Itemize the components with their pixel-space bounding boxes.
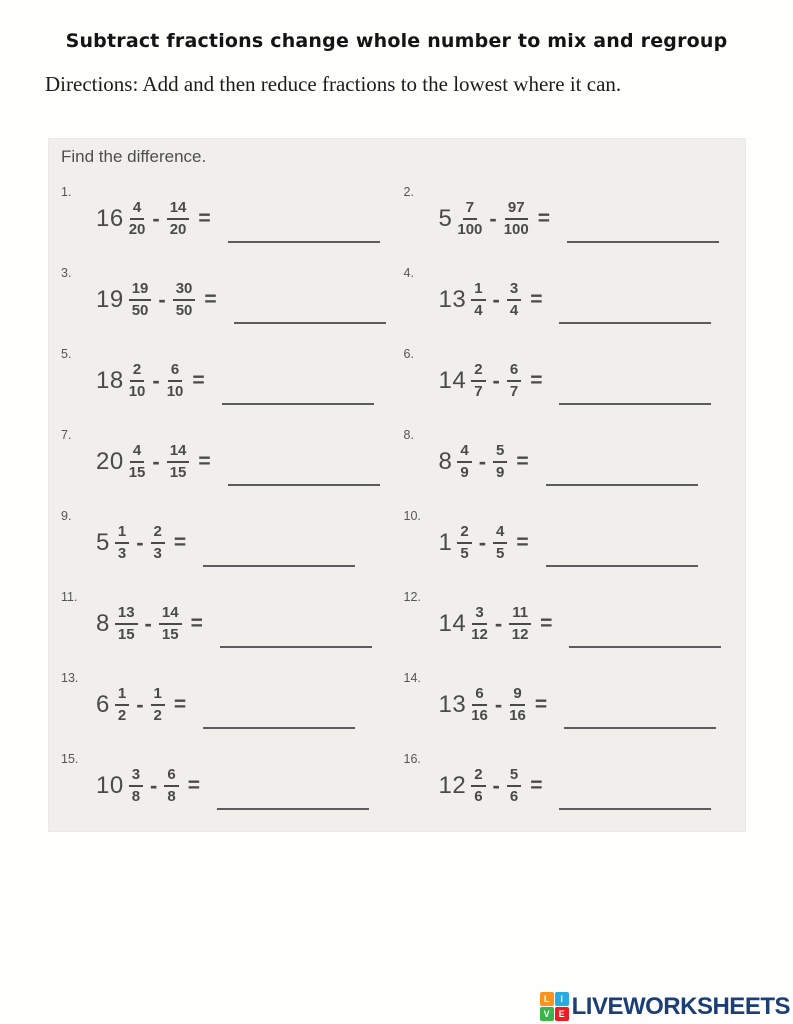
fraction-numerator: 1 (151, 685, 165, 705)
whole-number: 1 (438, 528, 453, 556)
fraction-subtrahend (164, 766, 178, 805)
problem-number: 5. (61, 347, 72, 361)
equals-sign: = (537, 206, 551, 230)
fraction-numerator: 4 (493, 523, 507, 543)
fraction-denominator: 6 (474, 787, 483, 805)
fraction-denominator: 10 (166, 382, 184, 400)
whole-number: 20 (96, 447, 124, 475)
fraction-numerator: 7 (463, 199, 477, 219)
equals-sign: = (204, 287, 217, 311)
fraction-numerator: 2 (471, 361, 485, 381)
liveworksheets-logo (540, 992, 790, 1021)
problem-number: 10. (403, 509, 421, 523)
fraction-denominator: 100 (503, 220, 529, 238)
fraction-minuend (129, 361, 146, 400)
whole-number: 12 (438, 771, 467, 799)
fraction-subtrahend (507, 361, 521, 400)
fraction-numerator: 97 (505, 199, 528, 219)
fraction-numerator: 9 (510, 685, 524, 705)
logo-square: V (540, 1007, 554, 1021)
problem-item (404, 499, 747, 580)
answer-line[interactable] (203, 565, 355, 567)
minus-sign: - (152, 367, 160, 393)
problem-number: 9. (61, 509, 72, 523)
whole-number: 8 (438, 447, 453, 475)
fraction-subtrahend (167, 361, 184, 400)
fraction-minuend (457, 442, 471, 481)
problem-item (61, 499, 404, 580)
fraction-denominator: 3 (117, 544, 127, 562)
fraction-subtrahend (151, 685, 165, 724)
problem-item (61, 661, 404, 742)
equals-sign: = (198, 206, 211, 230)
fraction-numerator: 2 (471, 766, 485, 786)
fraction-minuend (115, 523, 129, 562)
problem-item (61, 337, 404, 418)
fraction-subtrahend (509, 604, 531, 643)
fraction-denominator: 4 (509, 301, 519, 319)
fraction-denominator: 8 (167, 787, 176, 805)
worksheet-panel (48, 138, 746, 832)
fraction-numerator: 4 (457, 442, 471, 462)
equals-sign: = (530, 773, 543, 797)
minus-sign: - (144, 610, 152, 636)
fraction-minuend (457, 199, 482, 238)
fraction-numerator: 14 (167, 442, 190, 462)
fraction-numerator: 14 (159, 604, 182, 624)
fraction-numerator: 11 (509, 604, 531, 624)
fraction-numerator: 19 (129, 280, 152, 300)
fraction-numerator: 4 (130, 442, 144, 462)
minus-sign: - (492, 286, 500, 312)
fraction-denominator: 6 (509, 787, 519, 805)
fraction-denominator: 8 (131, 787, 141, 805)
answer-line[interactable] (220, 646, 372, 648)
problem-number: 1. (61, 185, 72, 199)
answer-line[interactable] (546, 565, 698, 567)
fraction-numerator: 1 (115, 685, 129, 705)
problem-number: 13. (61, 671, 79, 685)
fraction-denominator: 20 (128, 220, 146, 238)
fraction-denominator: 16 (509, 706, 526, 724)
answer-line[interactable] (228, 241, 380, 243)
problem-number: 3. (61, 266, 72, 280)
problem-item (61, 175, 404, 256)
minus-sign: - (136, 529, 144, 555)
problem-number: 14. (403, 671, 421, 685)
minus-sign: - (152, 205, 160, 231)
fraction-denominator: 5 (496, 544, 505, 562)
fraction-numerator: 6 (168, 361, 182, 381)
equals-sign: = (516, 449, 529, 473)
problem-item (404, 418, 747, 499)
answer-line[interactable] (559, 403, 711, 405)
answer-line[interactable] (564, 727, 716, 729)
fraction-denominator: 20 (169, 220, 187, 238)
whole-number: 10 (96, 771, 124, 799)
whole-number: 19 (96, 285, 124, 313)
fraction-minuend (129, 442, 146, 481)
fraction-minuend (115, 604, 138, 643)
fraction-numerator: 2 (130, 361, 144, 381)
fraction-numerator: 14 (167, 199, 190, 219)
equals-sign: = (173, 692, 187, 716)
equals-sign: = (516, 530, 529, 554)
fraction-numerator: 2 (151, 523, 165, 543)
minus-sign: - (478, 529, 487, 555)
fraction-numerator: 5 (507, 766, 521, 786)
problem-item (404, 256, 747, 337)
problem-item (404, 175, 747, 256)
minus-sign: - (494, 610, 503, 636)
fraction-denominator: 2 (117, 706, 127, 724)
fraction-numerator: 4 (130, 199, 144, 219)
equals-sign: = (173, 530, 187, 554)
equals-sign: = (530, 368, 543, 392)
logo-text: LIVEWORKSHEETS (571, 992, 790, 1020)
fraction-denominator: 50 (131, 301, 149, 319)
fraction-minuend (471, 361, 485, 400)
minus-sign: - (158, 286, 166, 312)
fraction-subtrahend (507, 766, 521, 805)
problem-number: 15. (61, 752, 79, 766)
fraction-denominator: 7 (474, 382, 483, 400)
problem-number: 7. (61, 428, 72, 442)
fraction-minuend (129, 766, 143, 805)
problem-number: 2. (403, 185, 414, 199)
whole-number: 14 (438, 609, 467, 637)
answer-line[interactable] (559, 808, 711, 810)
fraction-numerator: 30 (173, 280, 196, 300)
equals-sign: = (198, 449, 211, 473)
problem-item (61, 256, 404, 337)
minus-sign: - (136, 691, 144, 717)
equals-sign: = (192, 368, 205, 392)
fraction-subtrahend (173, 280, 196, 319)
problem-item (61, 418, 404, 499)
fraction-minuend (471, 766, 485, 805)
directions-text: Directions: Add and then reduce fractions to the lowest where it can. (45, 72, 622, 96)
answer-line[interactable] (217, 808, 369, 810)
minus-sign: - (494, 691, 503, 717)
fraction-numerator: 13 (115, 604, 138, 624)
answer-line[interactable] (222, 403, 374, 405)
problem-item (404, 337, 747, 418)
logo-square: E (555, 1007, 569, 1021)
fraction-minuend (471, 604, 488, 643)
equals-sign: = (540, 611, 553, 635)
equals-sign: = (190, 611, 203, 635)
whole-number: 14 (438, 366, 467, 394)
problem-number: 12. (403, 590, 421, 604)
answer-line[interactable] (559, 322, 711, 324)
problems-grid (48, 175, 746, 823)
whole-number: 13 (438, 285, 467, 313)
equals-sign: = (530, 287, 543, 311)
fraction-minuend (457, 523, 471, 562)
minus-sign: - (492, 772, 500, 798)
whole-number: 8 (96, 609, 110, 637)
whole-number: 16 (96, 204, 124, 232)
answer-line[interactable] (203, 727, 355, 729)
fraction-subtrahend (167, 442, 190, 481)
fraction-denominator: 3 (153, 544, 162, 562)
fraction-minuend (129, 199, 146, 238)
logo-square: I (555, 992, 569, 1006)
fraction-subtrahend (507, 280, 521, 319)
fraction-subtrahend (493, 442, 507, 481)
fraction-denominator: 5 (460, 544, 469, 562)
minus-sign: - (150, 772, 158, 798)
fraction-numerator: 6 (507, 361, 521, 381)
answer-line[interactable] (234, 322, 386, 324)
minus-sign: - (489, 205, 497, 231)
fraction-denominator: 15 (161, 625, 179, 643)
fraction-numerator: 3 (507, 280, 521, 300)
fraction-subtrahend (504, 199, 529, 238)
fraction-subtrahend (159, 604, 182, 643)
fraction-denominator: 15 (117, 625, 135, 643)
minus-sign: - (492, 367, 500, 393)
logo-square: L (540, 992, 554, 1006)
fraction-denominator: 2 (153, 706, 162, 724)
fraction-denominator: 50 (175, 301, 193, 319)
fraction-denominator: 12 (511, 625, 529, 643)
fraction-minuend (115, 685, 129, 724)
problem-item (404, 580, 747, 661)
liveworksheets-logo-icon (540, 992, 569, 1021)
fraction-denominator: 15 (169, 463, 187, 481)
fraction-subtrahend (493, 523, 507, 562)
problem-item (61, 742, 404, 823)
fraction-numerator: 5 (493, 442, 507, 462)
answer-line[interactable] (546, 484, 698, 486)
problem-number: 4. (403, 266, 414, 280)
fraction-denominator: 4 (474, 301, 483, 319)
problem-number: 16. (403, 752, 421, 766)
answer-line[interactable] (567, 241, 719, 243)
fraction-numerator: 1 (471, 280, 485, 300)
fraction-subtrahend (167, 199, 190, 238)
whole-number: 13 (438, 690, 467, 718)
equals-sign: = (534, 692, 548, 716)
answer-line[interactable] (569, 646, 721, 648)
whole-number: 18 (96, 366, 124, 394)
page-title: Subtract fractions change whole number to mix and regroup (65, 30, 728, 52)
fraction-denominator: 9 (460, 463, 469, 481)
fraction-denominator: 10 (128, 382, 146, 400)
problem-item (61, 580, 404, 661)
fraction-minuend (471, 685, 488, 724)
answer-line[interactable] (228, 484, 380, 486)
fraction-denominator: 12 (471, 625, 488, 643)
fraction-denominator: 100 (457, 220, 483, 238)
whole-number: 5 (96, 528, 110, 556)
minus-sign: - (152, 448, 160, 474)
problem-number: 6. (403, 347, 414, 361)
whole-number: 5 (438, 204, 453, 232)
fraction-numerator: 3 (472, 604, 486, 624)
instruction-label: Find the difference. (61, 147, 207, 166)
problem-item (404, 661, 747, 742)
fraction-minuend (129, 280, 152, 319)
problem-item (404, 742, 747, 823)
fraction-numerator: 6 (472, 685, 486, 705)
fraction-numerator: 1 (115, 523, 129, 543)
minus-sign: - (478, 448, 487, 474)
fraction-numerator: 6 (164, 766, 178, 786)
fraction-denominator: 7 (509, 382, 519, 400)
fraction-numerator: 3 (129, 766, 143, 786)
problem-number: 8. (403, 428, 414, 442)
fraction-numerator: 2 (457, 523, 471, 543)
whole-number: 6 (96, 690, 110, 718)
fraction-minuend (471, 280, 485, 319)
fraction-subtrahend (151, 523, 165, 562)
fraction-denominator: 9 (496, 463, 505, 481)
problem-number: 11. (61, 590, 78, 604)
fraction-subtrahend (509, 685, 526, 724)
fraction-denominator: 16 (471, 706, 488, 724)
fraction-denominator: 15 (128, 463, 146, 481)
equals-sign: = (187, 773, 200, 797)
